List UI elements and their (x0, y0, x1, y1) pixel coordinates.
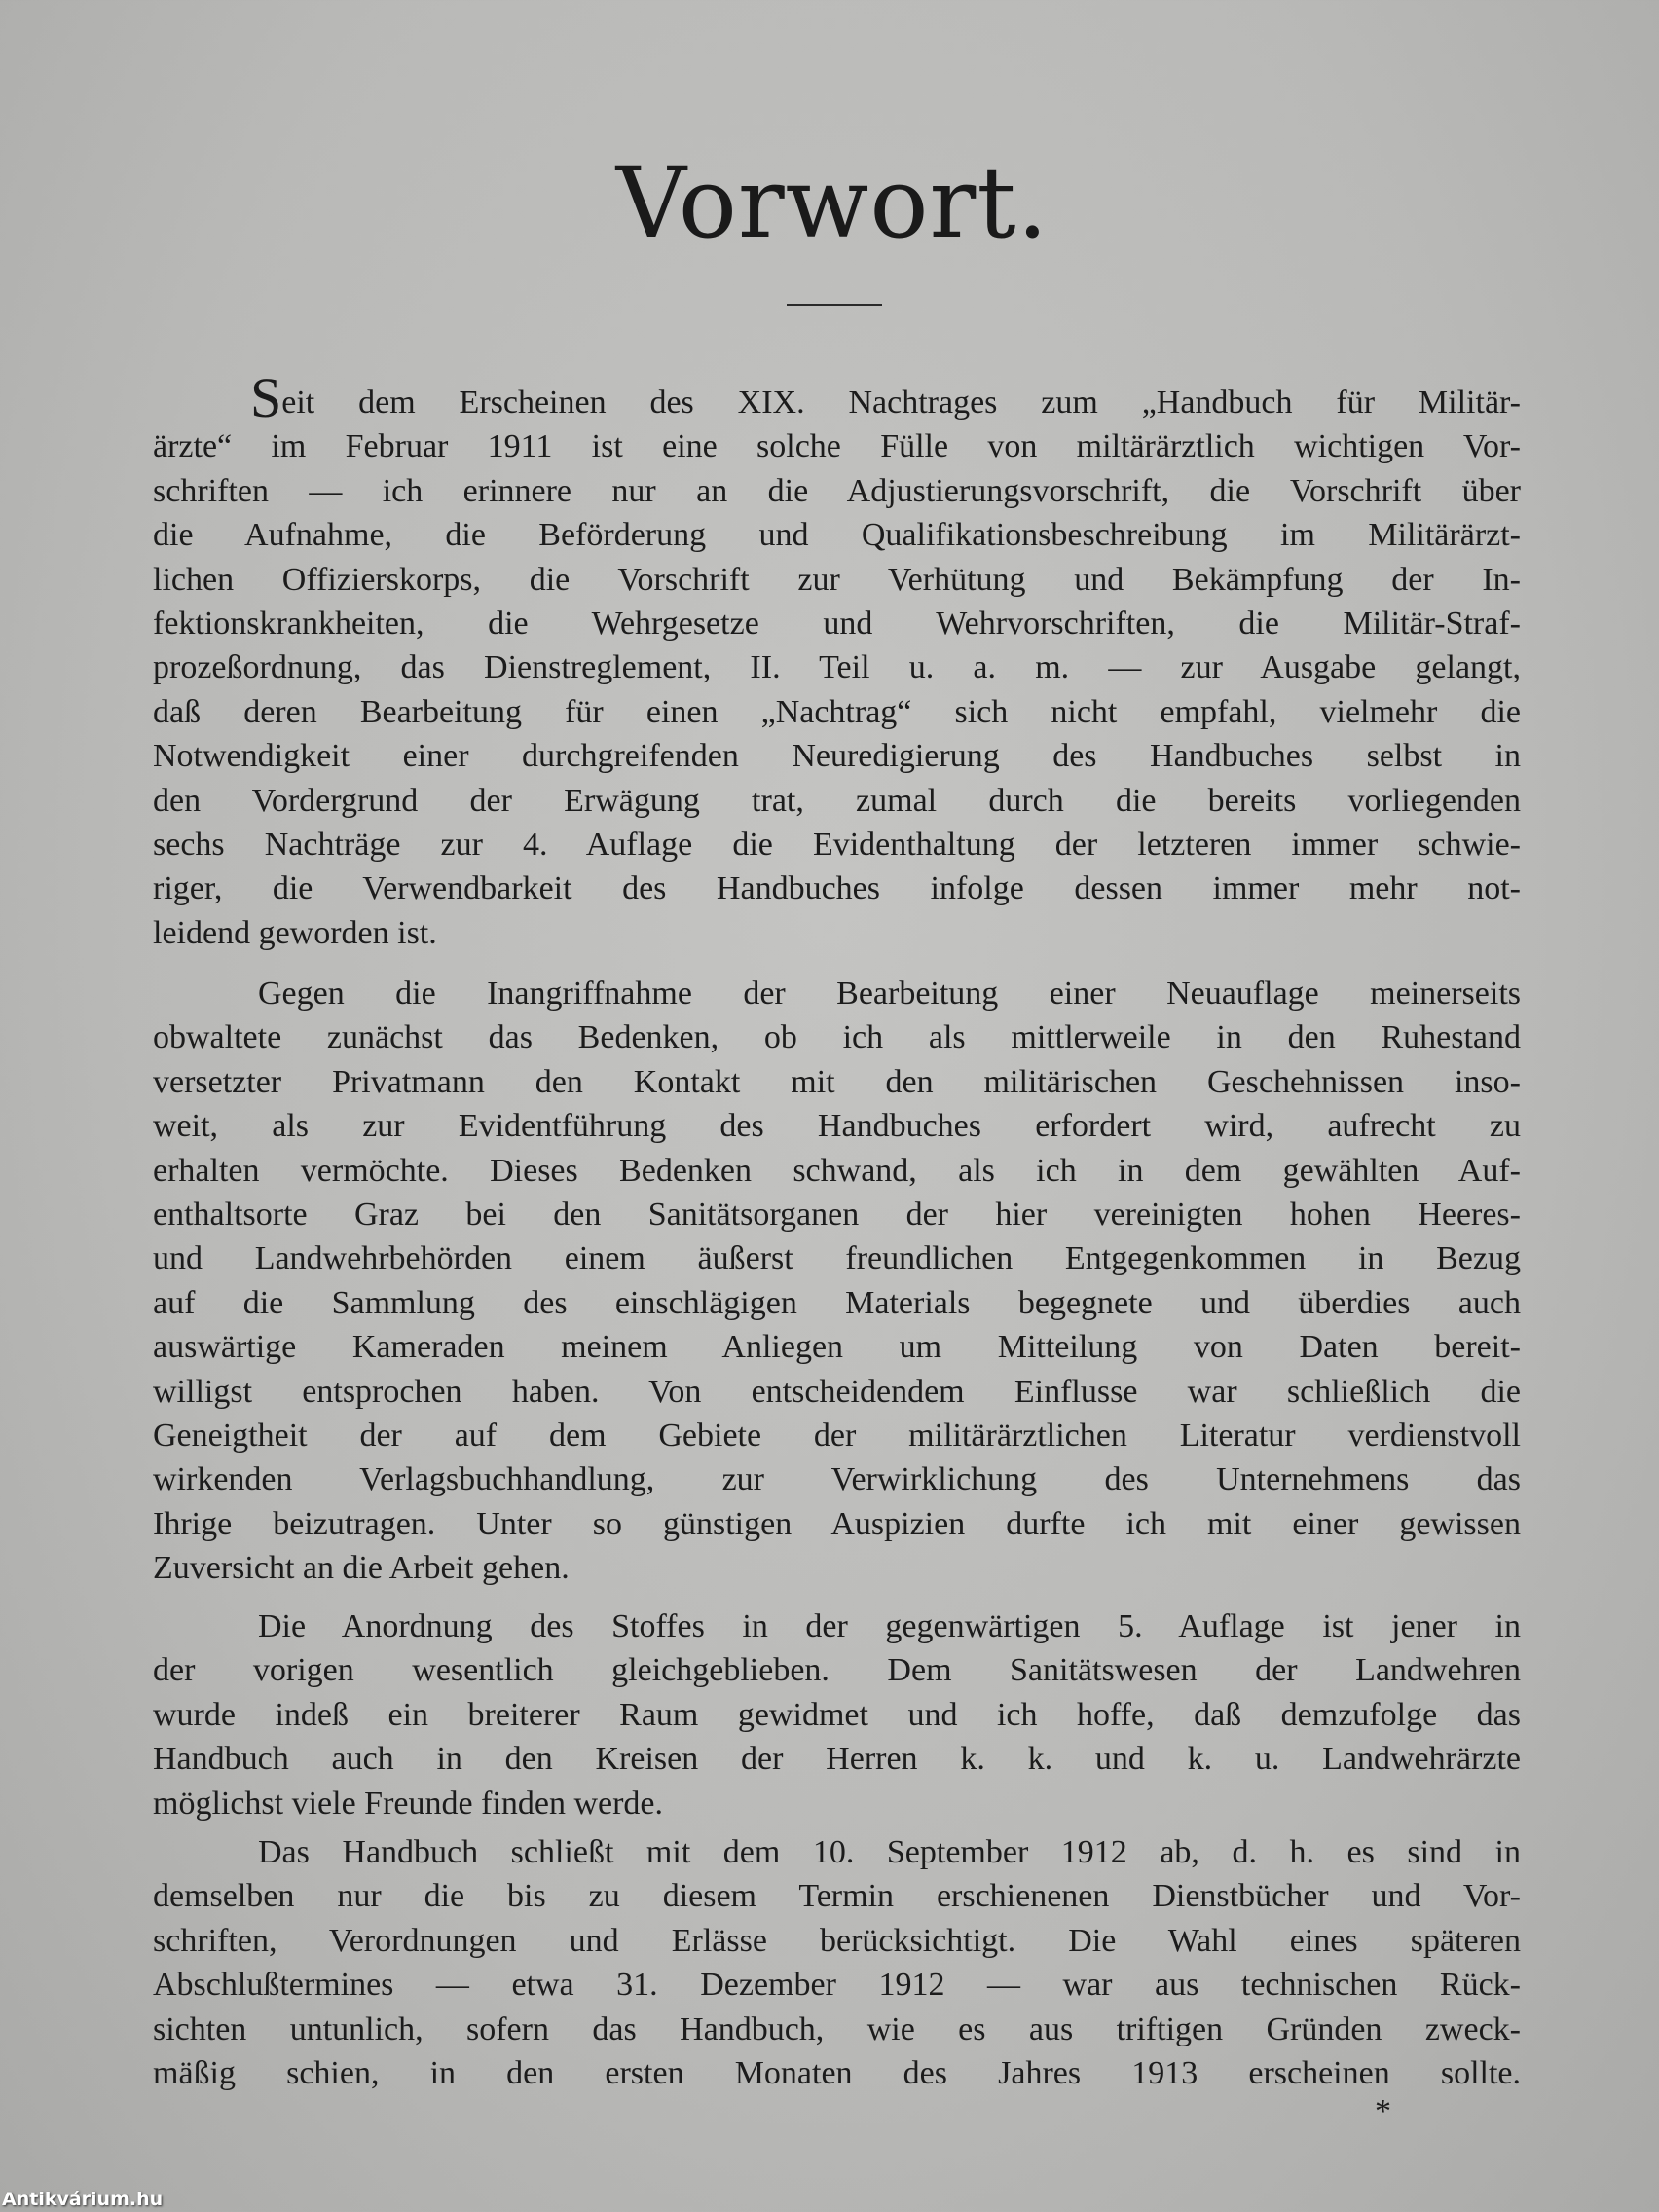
line-text: obwaltete zunächst das Bedenken, ob ich als mittlerweile in den Ruhestand (153, 1019, 1521, 1056)
line-text: sechs Nachträge zur 4. Auflage die Evidenthaltung der letzteren immer schwie- (153, 826, 1521, 863)
text-line (153, 1457, 1521, 1501)
text-line (153, 602, 1521, 645)
line-text: erhalten vermöchte. Dieses Bedenken schwand, als ich in dem gewählten Auf- (153, 1152, 1521, 1189)
line-text: auswärtige Kameraden meinem Anliegen um Mitteilung von Daten bereit- (153, 1329, 1521, 1366)
line-text: Die Anordnung des Stoffes in der gegenwärtigen 5. Auflage ist jener in (258, 1608, 1521, 1644)
text-line (153, 1604, 1521, 1648)
text-line (153, 1919, 1521, 1963)
text-line (153, 1193, 1521, 1236)
text-line (153, 1502, 1521, 1546)
drop-cap: S (250, 366, 282, 429)
line-text: möglichst viele Freunde finden werde. (153, 1785, 664, 1822)
line-text: demselben nur die bis zu diesem Termin erschienenen Dienstbücher und Vor- (153, 1878, 1521, 1915)
title-divider (787, 304, 882, 306)
paragraph-4 (153, 1830, 1521, 2095)
line-text: schriften — ich erinnere nur an die Adjustierungsvorschrift, die Vorschrift über (153, 472, 1521, 509)
line-text: Gegen die Inangriffnahme der Bearbeitung einer Neuauflage meinerseits (258, 976, 1521, 1012)
line-text: wurde indeß ein breiterer Raum gewidmet und ich hoffe, daß demzufolge das (153, 1696, 1521, 1733)
text-line (153, 645, 1521, 689)
line-text: Handbuch auch in den Kreisen der Herren k. k. und k. u. Landwehrärzte (153, 1741, 1521, 1778)
line-text: leidend geworden ist. (153, 914, 437, 951)
line-text: Notwendigkeit einer durchgreifenden Neuredigierung des Handbuches selbst in (153, 738, 1521, 775)
text-line (153, 1281, 1521, 1325)
line-text: Ihrige beizutragen. Unter so günstigen Auspizien durfte ich mit einer gewissen (153, 1505, 1521, 1542)
text-line (153, 1236, 1521, 1280)
text-line (153, 911, 1521, 955)
line-text: den Vordergrund der Erwägung trat, zumal durch die bereits vorliegenden (153, 782, 1521, 819)
text-line (153, 734, 1521, 778)
text-line (153, 779, 1521, 823)
text-line (153, 866, 1521, 910)
text-line (153, 1149, 1521, 1193)
paragraph-3 (153, 1604, 1521, 1825)
line-text: der vorigen wesentlich gleichgeblieben. Dem Sanitätswesen der Landwehren (153, 1652, 1521, 1689)
line-text: und Landwehrbehörden einem äußerst freundlichen Entgegenkommen in Bezug (153, 1240, 1521, 1277)
line-text: ärzte“ im Februar 1911 ist eine solche Fülle von miltärärztlich wichtigen Vor- (153, 428, 1521, 465)
text-line (153, 1693, 1521, 1737)
watermark: Antikvárium.hu (2, 2189, 164, 2210)
text-line (153, 1546, 1521, 1590)
line-text: schriften, Verordnungen und Erlässe berücksichtigt. Die Wahl eines späteren (153, 1922, 1521, 1959)
line-text: Das Handbuch schließt mit dem 10. September 1912 ab, d. h. es sind in (258, 1834, 1521, 1870)
text-line (153, 469, 1521, 513)
line-text: fektionskrankheiten, die Wehrgesetze und Wehrvorschriften, die Militär-Straf- (153, 605, 1521, 642)
paragraph-2 (153, 972, 1521, 1590)
text-line (153, 1737, 1521, 1781)
text-line (153, 1874, 1521, 1918)
text-line (153, 1648, 1521, 1692)
text-line (153, 1015, 1521, 1059)
line-text: riger, die Verwendbarkeit des Handbuches infolge dessen immer mehr not- (153, 870, 1521, 907)
text-line (153, 1963, 1521, 2007)
text-line (153, 1325, 1521, 1369)
line-text: die Aufnahme, die Beförderung und Qualifikationsbeschreibung im Militärärzt- (153, 517, 1521, 554)
text-line (153, 366, 1521, 429)
text-line (153, 1414, 1521, 1457)
line-text: Zuversicht an die Arbeit gehen. (153, 1550, 570, 1587)
text-line (153, 1104, 1521, 1148)
text-line (153, 558, 1521, 602)
paragraph-1 (153, 366, 1521, 955)
line-text: enthaltsorte Graz bei den Sanitätsorganen der hier vereinigten hohen Heeres- (153, 1196, 1521, 1233)
line-text: eit dem Erscheinen des XIX. Nachtrages zum „Handbuch für Militär- (281, 385, 1521, 421)
section-asterisk: * (1375, 2093, 1391, 2129)
line-text: wirkenden Verlagsbuchhandlung, zur Verwirklichung des Unternehmens das (153, 1461, 1521, 1498)
page-title: Vorwort. (615, 146, 1050, 260)
text-line (153, 1830, 1521, 1874)
text-line (153, 2008, 1521, 2051)
text-line (153, 1370, 1521, 1414)
text-line (153, 823, 1521, 866)
text-line (153, 1060, 1521, 1104)
line-text: Abschlußtermines — etwa 31. Dezember 1912 — war aus technischen Rück- (153, 1967, 1521, 2004)
line-text: auf die Sammlung des einschlägigen Materials begegnete und überdies auch (153, 1284, 1521, 1321)
line-text: sichten untunlich, sofern das Handbuch, wie es aus triftigen Gründen zweck- (153, 2010, 1521, 2047)
line-text: weit, als zur Evidentführung des Handbuches erfordert wird, aufrecht zu (153, 1108, 1521, 1145)
line-text: versetzter Privatmann den Kontakt mit den militärischen Geschehnissen inso- (153, 1063, 1521, 1100)
text-line (153, 424, 1521, 468)
text-line (153, 2051, 1521, 2095)
line-text: mäßig schien, in den ersten Monaten des Jahres 1913 erscheinen sollte. (153, 2054, 1521, 2091)
line-text: daß deren Bearbeitung für einen „Nachtrag“ sich nicht empfahl, vielmehr die (153, 693, 1521, 730)
text-line (153, 972, 1521, 1015)
text-line (153, 1782, 1521, 1825)
line-text: willigst entsprochen haben. Von entscheidendem Einflusse war schließlich die (153, 1373, 1521, 1410)
line-text: lichen Offizierskorps, die Vorschrift zur Verhütung und Bekämpfung der In- (153, 561, 1521, 598)
line-text: Geneigtheit der auf dem Gebiete der militärärztlichen Literatur verdienstvoll (153, 1417, 1521, 1454)
text-line (153, 513, 1521, 557)
line-text: prozeßordnung, das Dienstreglement, II. Teil u. a. m. — zur Ausgabe gelangt, (153, 649, 1521, 686)
text-line (153, 690, 1521, 734)
